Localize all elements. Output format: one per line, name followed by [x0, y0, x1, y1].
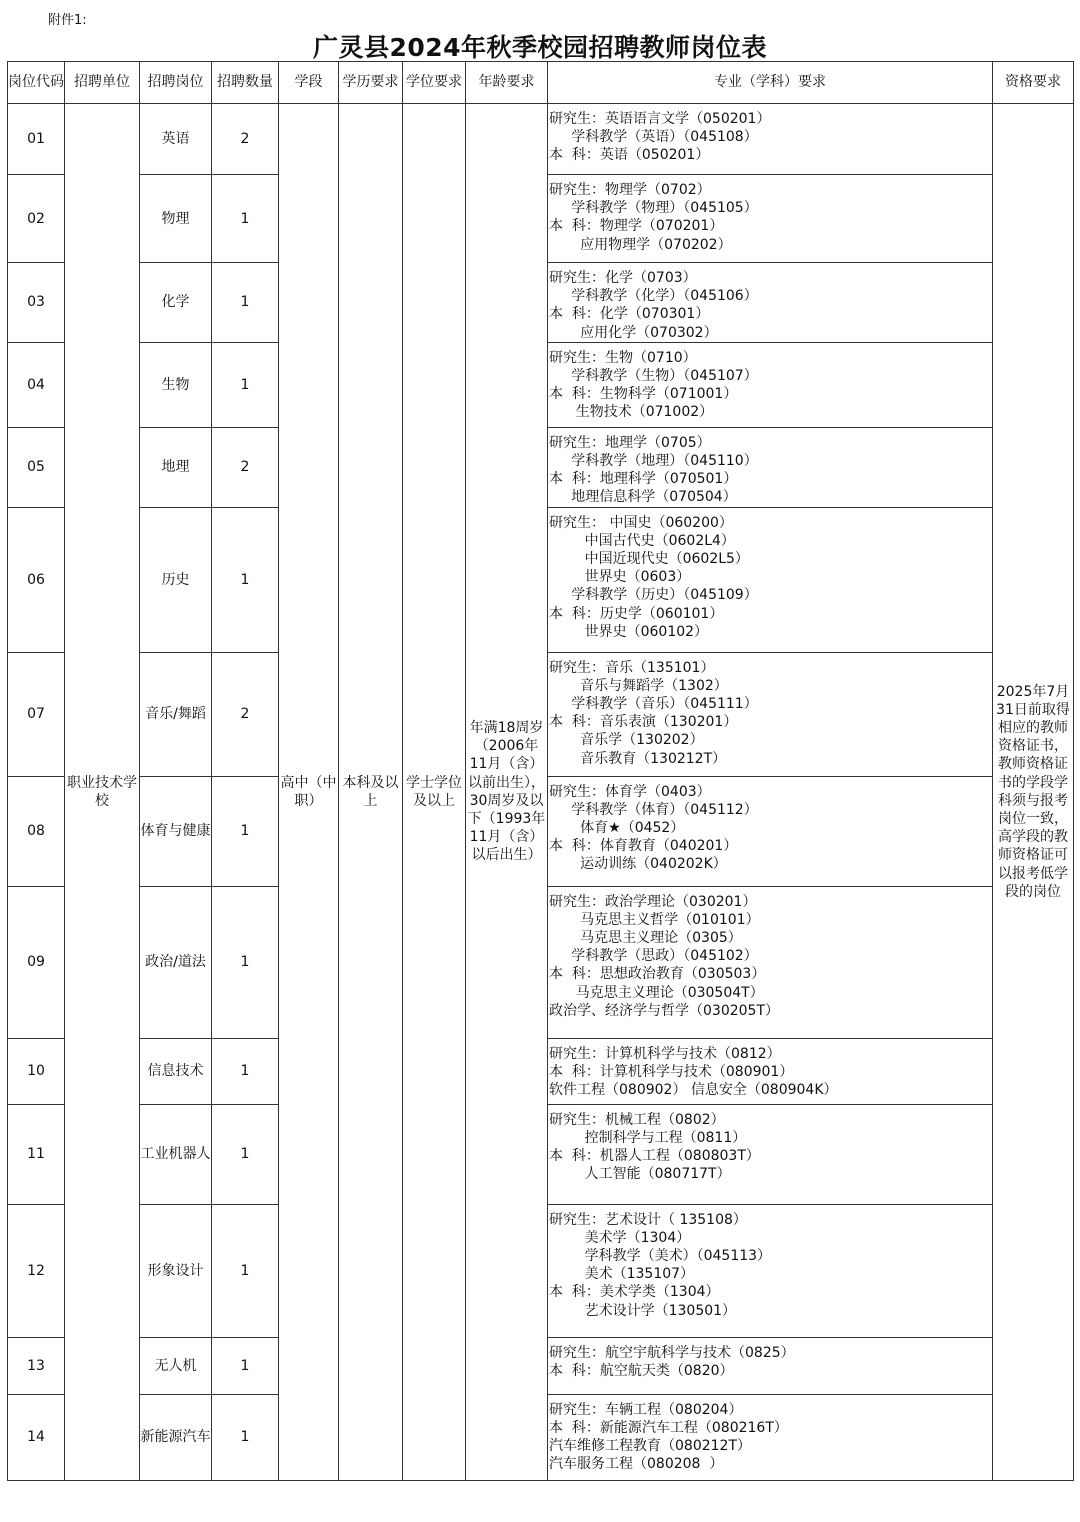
major-requirement [548, 342, 993, 427]
major-line: 研究生：地理学（0705） [549, 434, 711, 451]
major-line: 马克思主义理论（0305） [549, 930, 742, 947]
post-code: 03 [8, 263, 65, 343]
major-line: 本 科：新能源汽车工程（080216T） [549, 1419, 788, 1436]
major-line: 本 科：生物科学（071001） [549, 386, 738, 403]
major-line: 研究生：音乐（135101） [549, 659, 715, 676]
recruit-count: 2 [212, 652, 279, 776]
major-line: 学科教学（化学）（045106） [549, 288, 758, 305]
major-line: 运动训练（040202K） [549, 856, 727, 873]
recruit-count: 1 [212, 263, 279, 343]
header-degree: 学位要求 [403, 62, 466, 104]
major-line: 体育★（0452） [549, 820, 685, 837]
post-code: 10 [8, 1038, 65, 1104]
major-line: 世界史（060102） [549, 623, 709, 640]
major-line: 美术学（1304） [549, 1229, 691, 1246]
major-line: 应用化学（070302） [549, 324, 718, 341]
major-line: 生物技术（071002） [549, 404, 714, 421]
major-line: 艺术设计学（130501） [549, 1302, 737, 1319]
major-line: 音乐学（130202） [549, 732, 704, 749]
major-line: 世界史（0603） [549, 569, 691, 586]
recruiting-unit: 职业技术学校 [65, 104, 140, 1481]
recruit-count: 1 [212, 886, 279, 1038]
major-requirement [548, 1038, 993, 1104]
major-line: 音乐教育（130212T） [549, 750, 727, 767]
post-code: 13 [8, 1337, 65, 1394]
recruit-count: 1 [212, 175, 279, 263]
major-line: 研究生：政治学理论（030201） [549, 893, 757, 910]
major-line: 政治学、经济学与哲学（030205T） [549, 1002, 779, 1019]
recruit-count: 1 [212, 1204, 279, 1337]
major-line: 学科教学（物理）（045105） [549, 200, 758, 217]
post-name: 化学 [140, 263, 212, 343]
post-code: 12 [8, 1204, 65, 1337]
recruit-count: 1 [212, 776, 279, 886]
post-code: 07 [8, 652, 65, 776]
post-name: 音乐/舞蹈 [140, 652, 212, 776]
post-code: 01 [8, 104, 65, 175]
post-name: 信息技术 [140, 1038, 212, 1104]
major-line: 马克思主义哲学（010101） [549, 911, 760, 928]
post-name: 新能源汽车 [140, 1394, 212, 1480]
table-body [8, 104, 1074, 1481]
post-name: 英语 [140, 104, 212, 175]
major-line: 研究生：体育学（0403） [549, 783, 711, 800]
qualification-requirement: 2025年7月31日前取得相应的教师资格证书，教师资格证书的学段学科须与报考岗位一致，高学段的教师资格证可以报考低学段的岗位 [993, 104, 1074, 1481]
major-line: 研究生：机械工程（0802） [549, 1111, 725, 1128]
header-row [8, 62, 1074, 104]
major-line: 本 科：机器人工程（080803T） [549, 1148, 760, 1165]
major-line: 汽车维修工程教育（080212T） [549, 1438, 751, 1455]
post-name: 无人机 [140, 1337, 212, 1394]
major-line: 美术（135107） [549, 1266, 695, 1283]
major-line: 本 科：物理学（070201） [549, 218, 724, 235]
major-line: 学科教学（生物）（045107） [549, 368, 758, 385]
major-requirement [548, 104, 993, 175]
post-code: 11 [8, 1104, 65, 1204]
post-name: 物理 [140, 175, 212, 263]
major-line: 本 科：航空航天类（0820） [549, 1362, 734, 1379]
header-unit: 招聘单位 [65, 62, 140, 104]
education-requirement: 本科及以上 [339, 104, 403, 1481]
recruit-count: 1 [212, 342, 279, 427]
recruitment-table [7, 61, 1074, 1481]
recruit-count: 1 [212, 1394, 279, 1480]
header-stage: 学段 [279, 62, 339, 104]
major-line: 研究生：生物（0710） [549, 349, 697, 366]
major-line: 研究生：航空宇航科学与技术（0825） [549, 1344, 795, 1361]
major-line: 本 科：计算机科学与技术（080901） [549, 1063, 794, 1080]
post-name: 体育与健康 [140, 776, 212, 886]
post-code: 06 [8, 507, 65, 652]
major-line: 本 科：英语（050201） [549, 147, 710, 164]
post-code: 14 [8, 1394, 65, 1480]
header-code: 岗位代码 [8, 62, 65, 104]
major-requirement [548, 652, 993, 776]
major-requirement [548, 263, 993, 343]
recruit-count: 1 [212, 1104, 279, 1204]
major-line: 本 科：历史学（060101） [549, 605, 724, 622]
attachment-note: 附件1: [48, 13, 87, 28]
major-line: 研究生：车辆工程（080204） [549, 1401, 743, 1418]
major-line: 中国近现代史（0602L5） [549, 551, 749, 568]
header-post: 招聘岗位 [140, 62, 212, 104]
major-line: 应用物理学（070202） [549, 236, 732, 253]
header-major: 专业（学科）要求 [548, 62, 993, 104]
age-requirement: 年满18周岁（2006年11月（含）以前出生），30周岁及以下（1993年11月（含）以后出生） [466, 104, 548, 1481]
major-requirement [548, 886, 993, 1038]
major-line: 控制科学与工程（0811） [549, 1129, 747, 1146]
major-line: 学科教学（美术）（045113） [549, 1248, 772, 1265]
major-line: 研究生：计算机科学与技术（0812） [549, 1045, 781, 1062]
major-line: 音乐与舞蹈学（1302） [549, 677, 728, 694]
recruit-count: 1 [212, 507, 279, 652]
major-requirement [548, 1104, 993, 1204]
major-line: 本 科：美术学类（1304） [549, 1284, 720, 1301]
header-qualification: 资格要求 [993, 62, 1074, 104]
header-count: 招聘数量 [212, 62, 279, 104]
major-line: 本 科：音乐表演（130201） [549, 714, 738, 731]
major-line: 本 科：思想政治教育（030503） [549, 966, 766, 983]
major-line: 研究生：艺术设计（ 135108） [549, 1211, 747, 1228]
post-code: 09 [8, 886, 65, 1038]
major-line: 学科教学（历史）（045109） [549, 587, 758, 604]
major-line: 研究生：化学（0703） [549, 270, 697, 286]
post-code: 02 [8, 175, 65, 263]
major-line: 研究生： 中国史（060200） [549, 514, 733, 531]
major-line: 学科教学（地理）（045110） [549, 453, 758, 470]
header-age: 年龄要求 [466, 62, 548, 104]
major-line: 软件工程（080902） 信息安全（080904K） [549, 1082, 838, 1099]
major-requirement [548, 507, 993, 652]
page-title: 广灵县2024年秋季校园招聘教师岗位表 [312, 33, 768, 62]
major-line: 学科教学（音乐）（045111） [549, 696, 758, 713]
major-requirement [548, 776, 993, 886]
school-stage: 高中（中职） [279, 104, 339, 1481]
header-education: 学历要求 [339, 62, 403, 104]
post-name: 形象设计 [140, 1204, 212, 1337]
major-line: 研究生：物理学（0702） [549, 182, 711, 198]
post-name: 地理 [140, 427, 212, 507]
post-code: 05 [8, 427, 65, 507]
major-line: 马克思主义理论（030504T） [549, 984, 764, 1001]
major-line: 学科教学（思政）（045102） [549, 948, 758, 965]
major-line: 本 科：地理科学（070501） [549, 471, 738, 488]
major-line: 学科教学（体育）（045112） [549, 801, 758, 818]
post-name: 历史 [140, 507, 212, 652]
post-code: 04 [8, 342, 65, 427]
major-requirement [548, 1337, 993, 1394]
major-line: 中国古代史（0602L4） [549, 532, 735, 549]
post-name: 政治/道法 [140, 886, 212, 1038]
post-name: 生物 [140, 342, 212, 427]
major-line: 本 科：化学（070301） [549, 306, 710, 323]
major-line: 学科教学（英语）（045108） [549, 129, 758, 146]
recruit-count: 2 [212, 104, 279, 175]
major-requirement [548, 175, 993, 263]
major-requirement [548, 1394, 993, 1480]
major-line: 汽车服务工程（080208 ） [549, 1456, 724, 1473]
recruit-count: 1 [212, 1337, 279, 1394]
degree-requirement: 学士学位及以上 [403, 104, 466, 1481]
major-line: 人工智能（080717T） [549, 1166, 731, 1183]
major-requirement [548, 1204, 993, 1337]
recruit-count: 1 [212, 1038, 279, 1104]
major-line: 研究生：英语语言文学（050201） [549, 111, 771, 127]
table-row [8, 104, 1074, 175]
major-line: 地理信息科学（070504） [549, 489, 737, 506]
major-line: 本 科：体育教育（040201） [549, 838, 738, 855]
post-name: 工业机器人 [140, 1104, 212, 1204]
major-requirement [548, 427, 993, 507]
recruit-count: 2 [212, 427, 279, 507]
post-code: 08 [8, 776, 65, 886]
